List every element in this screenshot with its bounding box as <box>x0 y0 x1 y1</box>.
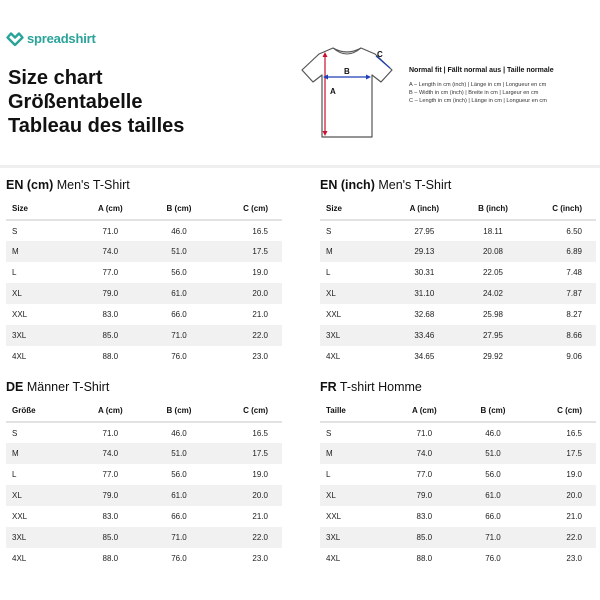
table-row <box>320 220 596 241</box>
measure-cell: 23.0 <box>252 352 268 361</box>
measure-cell: 66.0 <box>485 512 501 521</box>
column-header: A (cm) <box>76 198 145 220</box>
measure-cell: 20.0 <box>213 283 282 304</box>
table-row <box>6 325 282 346</box>
table-row <box>6 464 282 485</box>
measure-cell: 77.0 <box>102 268 119 277</box>
measure-cell: 56.0 <box>171 470 187 479</box>
column-header: A (cm) <box>390 400 459 422</box>
size-cell: L <box>12 268 17 277</box>
measure-cell: 19.0 <box>252 470 268 479</box>
table-row <box>6 304 282 325</box>
label-c: C <box>377 50 383 59</box>
size-cell: S <box>12 226 18 236</box>
measure-cell: 24.02 <box>459 283 528 304</box>
measure-cell: 22.0 <box>527 527 596 548</box>
table-lang: EN (cm) <box>6 178 54 192</box>
size-cell: 3XL <box>320 527 390 548</box>
measure-cell: 71.0 <box>145 325 214 346</box>
fit-heading: Normal fit | Fällt normal aus | Taille normale <box>409 67 554 74</box>
size-cell: L <box>12 470 17 479</box>
column-header: Taille <box>320 400 390 422</box>
table-title <box>320 380 596 398</box>
column-header: C (cm) <box>213 400 282 422</box>
measure-cell: 71.0 <box>416 428 433 438</box>
measure-cell: 76.0 <box>171 554 187 563</box>
fit-line-b: B – Width in cm (inch) | Breite in cm | Largeur en cm <box>409 90 539 96</box>
column-header: C (cm) <box>213 198 282 220</box>
measure-cell: 27.95 <box>459 325 528 346</box>
table-product: Men's T-Shirt <box>378 178 452 192</box>
column-header: B (cm) <box>459 400 528 422</box>
measure-cell: 23.0 <box>566 554 582 563</box>
measure-cell: 46.0 <box>485 428 501 438</box>
table-row <box>320 262 596 283</box>
size-table <box>6 400 282 569</box>
size-cell: M <box>320 443 390 464</box>
measure-cell: 56.0 <box>171 268 187 277</box>
size-cell: XXL <box>326 310 342 319</box>
table-product: Men's T-Shirt <box>56 178 130 192</box>
measure-cell: 77.0 <box>102 470 119 479</box>
size-cell: M <box>6 443 76 464</box>
measure-cell: 29.92 <box>482 352 503 361</box>
table-row <box>320 464 596 485</box>
size-cell: XXL <box>12 310 28 319</box>
fit-line-c: C – Length in cm (inch) | Länge in cm | Longueur en cm <box>409 98 547 104</box>
size-cell: XL <box>6 283 76 304</box>
table-row <box>320 304 596 325</box>
size-table <box>320 198 596 367</box>
title-de: Größentabelle <box>8 91 143 113</box>
size-cell: S <box>12 428 18 438</box>
column-header: A (cm) <box>76 400 145 422</box>
measure-cell: 76.0 <box>485 554 501 563</box>
measure-cell: 61.0 <box>459 485 528 506</box>
table-title <box>6 178 282 196</box>
measure-cell: 74.0 <box>76 443 145 464</box>
size-cell: M <box>320 241 390 262</box>
size-cell: 3XL <box>6 325 76 346</box>
measure-cell: 71.0 <box>102 226 119 236</box>
measure-cell: 29.13 <box>390 241 459 262</box>
measure-cell: 71.0 <box>459 527 528 548</box>
measure-cell: 34.65 <box>414 352 435 361</box>
measure-cell: 20.0 <box>213 485 282 506</box>
measure-cell: 23.0 <box>252 554 268 563</box>
measure-cell: 88.0 <box>102 352 119 361</box>
measure-cell: 6.89 <box>527 241 596 262</box>
measure-cell: 16.5 <box>566 428 582 438</box>
table-lang: FR <box>320 380 337 394</box>
column-header: Size <box>6 198 76 220</box>
size-cell: S <box>326 226 332 236</box>
size-table <box>6 198 282 367</box>
measure-cell: 22.0 <box>213 325 282 346</box>
measure-cell: 46.0 <box>171 428 187 438</box>
measure-cell: 22.05 <box>482 268 503 277</box>
column-header: B (cm) <box>145 198 214 220</box>
tshirt-outline <box>302 48 392 137</box>
title-fr: Tableau des tailles <box>8 115 185 137</box>
table-en-inch <box>320 178 596 367</box>
measure-cell: 30.31 <box>414 268 435 277</box>
measure-cell: 31.10 <box>390 283 459 304</box>
table-en-cm <box>6 178 282 367</box>
measure-cell: 19.0 <box>566 470 582 479</box>
size-cell: M <box>6 241 76 262</box>
column-header: A (inch) <box>390 198 459 220</box>
measure-cell: 7.48 <box>566 268 582 277</box>
measure-cell: 21.0 <box>252 512 268 521</box>
label-b: B <box>344 67 350 76</box>
measure-cell: 21.0 <box>252 310 268 319</box>
fit-info <box>409 67 597 105</box>
size-cell: L <box>326 268 331 277</box>
size-cell: S <box>326 428 332 438</box>
table-row <box>6 527 282 548</box>
measure-cell: 83.0 <box>416 512 433 521</box>
column-header: B (cm) <box>145 400 214 422</box>
size-cell: 3XL <box>6 527 76 548</box>
measure-cell: 32.68 <box>414 310 435 319</box>
table-row <box>6 485 282 506</box>
measure-cell: 17.5 <box>213 241 282 262</box>
measure-cell: 51.0 <box>145 443 214 464</box>
label-a: A <box>330 87 336 96</box>
measure-cell: 7.87 <box>527 283 596 304</box>
measure-cell: 17.5 <box>213 443 282 464</box>
column-header: Größe <box>6 400 76 422</box>
measure-cell: 8.66 <box>527 325 596 346</box>
measure-cell: 88.0 <box>416 554 433 563</box>
measure-cell: 85.0 <box>76 325 145 346</box>
table-row <box>6 506 282 527</box>
column-header: C (cm) <box>527 400 596 422</box>
table-row <box>6 262 282 283</box>
column-header: C (inch) <box>527 198 596 220</box>
measure-cell: 74.0 <box>390 443 459 464</box>
measure-cell: 25.98 <box>482 310 503 319</box>
table-product: T-shirt Homme <box>339 380 422 394</box>
table-row <box>6 346 282 367</box>
tshirt-measurement-diagram <box>297 44 397 140</box>
size-cell: 4XL <box>326 352 341 361</box>
column-header: Size <box>320 198 390 220</box>
measure-cell: 17.5 <box>527 443 596 464</box>
measure-cell: 83.0 <box>102 512 119 521</box>
measure-cell: 9.06 <box>566 352 582 361</box>
table-row <box>6 422 282 443</box>
brand-name: spreadshirt <box>27 30 96 46</box>
table-row <box>320 527 596 548</box>
measure-cell: 20.0 <box>527 485 596 506</box>
measure-cell: 46.0 <box>171 226 187 236</box>
table-header-row <box>320 400 596 422</box>
header-area <box>0 0 600 168</box>
measure-cell: 6.50 <box>566 226 582 236</box>
table-row <box>320 443 596 464</box>
column-header: B (inch) <box>459 198 528 220</box>
size-cell: XL <box>320 485 390 506</box>
measure-cell: 27.95 <box>414 226 435 236</box>
table-title <box>6 380 282 398</box>
section-divider <box>0 165 600 168</box>
table-row <box>320 422 596 443</box>
table-row <box>320 485 596 506</box>
size-cell: XL <box>320 283 390 304</box>
page-titles <box>8 66 184 138</box>
measure-cell: 71.0 <box>145 527 214 548</box>
measure-cell: 88.0 <box>102 554 119 563</box>
measure-cell: 22.0 <box>213 527 282 548</box>
heart-logo-icon <box>6 30 24 46</box>
table-row <box>320 548 596 569</box>
measure-cell: 33.46 <box>390 325 459 346</box>
measure-cell: 85.0 <box>390 527 459 548</box>
spreadshirt-logo[interactable] <box>6 30 96 46</box>
table-title <box>320 178 596 196</box>
measure-cell: 16.5 <box>252 226 268 236</box>
measure-cell: 66.0 <box>171 310 187 319</box>
measure-cell: 74.0 <box>76 241 145 262</box>
table-row <box>320 346 596 367</box>
measure-cell: 77.0 <box>416 470 433 479</box>
table-row <box>6 241 282 262</box>
size-table <box>320 400 596 569</box>
table-header-row <box>6 400 282 422</box>
size-cell: XL <box>6 485 76 506</box>
measure-cell: 76.0 <box>171 352 187 361</box>
table-de <box>6 380 282 569</box>
table-row <box>6 443 282 464</box>
table-header-row <box>6 198 282 220</box>
measure-cell: 61.0 <box>145 283 214 304</box>
measure-cell: 19.0 <box>252 268 268 277</box>
table-row <box>6 220 282 241</box>
measure-cell: 66.0 <box>171 512 187 521</box>
measure-cell: 18.11 <box>483 226 503 236</box>
measure-cell: 56.0 <box>485 470 501 479</box>
table-product: Männer T-Shirt <box>26 380 110 394</box>
measure-cell: 61.0 <box>145 485 214 506</box>
size-cell: XXL <box>12 512 28 521</box>
measure-cell: 20.08 <box>459 241 528 262</box>
size-cell: 3XL <box>320 325 390 346</box>
measure-cell: 71.0 <box>102 428 119 438</box>
fit-line-a: A – Length in cm (inch) | Länge in cm | Longueur en cm <box>409 82 547 88</box>
measure-cell: 51.0 <box>459 443 528 464</box>
measure-cell: 21.0 <box>566 512 582 521</box>
measure-cell: 16.5 <box>252 428 268 438</box>
measure-cell: 8.27 <box>566 310 582 319</box>
table-row <box>320 241 596 262</box>
table-row <box>320 283 596 304</box>
measure-cell: 51.0 <box>145 241 214 262</box>
table-lang: DE <box>6 380 24 394</box>
measure-cell: 85.0 <box>76 527 145 548</box>
measure-cell: 79.0 <box>390 485 459 506</box>
table-row <box>6 548 282 569</box>
table-row <box>6 283 282 304</box>
table-fr <box>320 380 596 569</box>
size-cell: 4XL <box>12 554 27 563</box>
measure-cell: 79.0 <box>76 485 145 506</box>
size-cell: 4XL <box>12 352 27 361</box>
table-lang: EN (inch) <box>320 178 375 192</box>
measure-cell: 83.0 <box>102 310 119 319</box>
table-row <box>320 506 596 527</box>
table-row <box>320 325 596 346</box>
measure-cell: 79.0 <box>76 283 145 304</box>
title-en: Size chart <box>8 67 103 89</box>
table-header-row <box>320 198 596 220</box>
size-cell: L <box>326 470 331 479</box>
size-cell: 4XL <box>326 554 341 563</box>
size-cell: XXL <box>326 512 342 521</box>
